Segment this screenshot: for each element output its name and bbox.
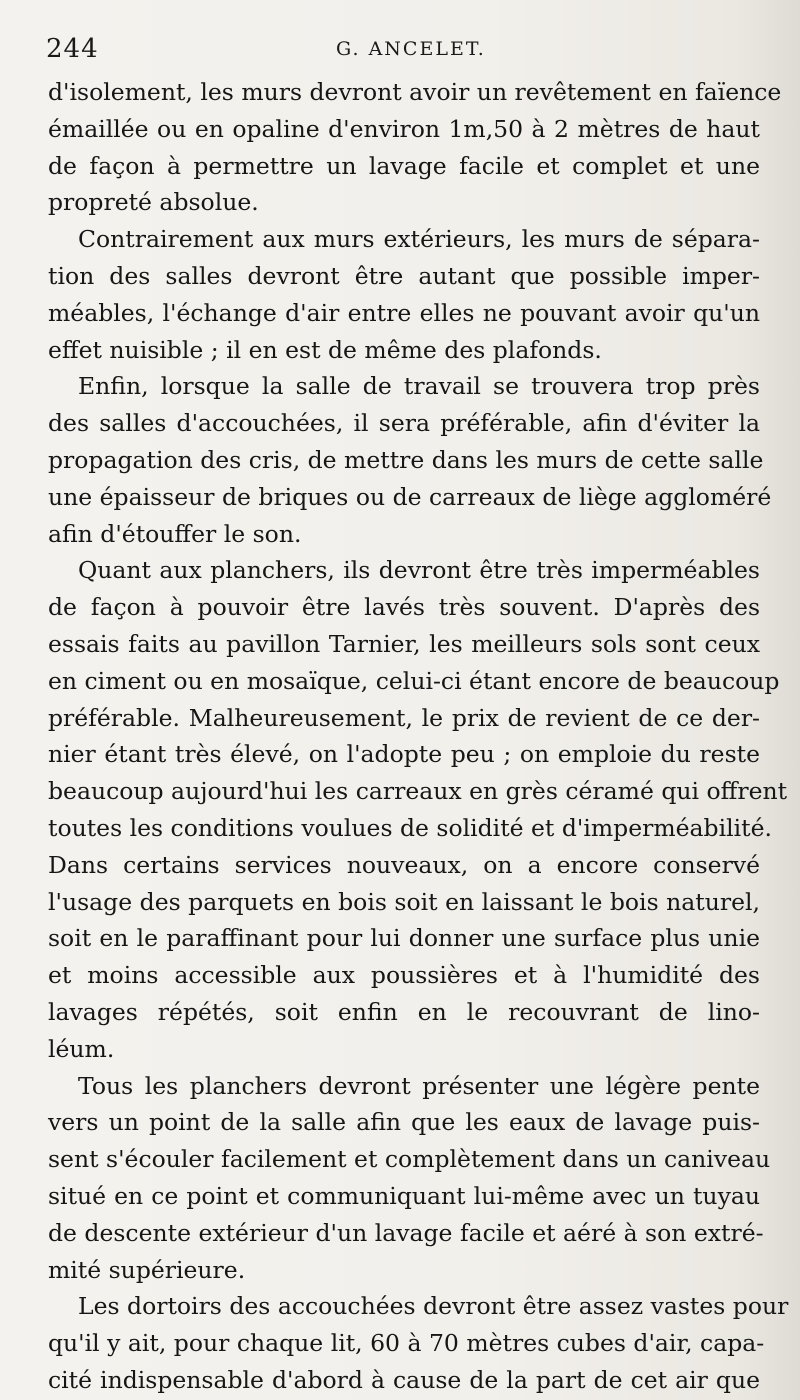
text-line: toutes les conditions voulues de solidité et d'imperméabilité.	[48, 813, 772, 842]
text-line: une épaisseur de briques ou de carreaux de liège aggloméré	[48, 482, 772, 511]
text-line: lavages répétés, soit enfin en le recouvrant de lino-	[48, 997, 760, 1026]
text-line: Dans certains services nouveaux, on a encore conservé	[48, 850, 760, 879]
paragraph	[48, 552, 788, 1067]
text-line: nier étant très élevé, on l'adopte peu ; on emploie du reste	[48, 740, 760, 769]
text-line: cité indispensable d'abord à cause de la part de cet air que	[48, 1365, 760, 1394]
paragraph	[48, 1068, 771, 1289]
text-line: et moins accessible aux poussières et à l'humidité des	[48, 961, 760, 990]
text-line: de façon à pouvoir être lavés très souvent. D'après des	[48, 593, 760, 622]
text-line: sent s'écouler facilement et complètement dans un caniveau	[48, 1145, 771, 1174]
text-line: beaucoup aujourd'hui les carreaux en grès céramé qui offrent	[48, 777, 788, 806]
text-line: tion des salles devront être autant que possible imper-	[48, 261, 760, 290]
text-line: méables, l'échange d'air entre elles ne pouvant avoir qu'un	[48, 298, 760, 327]
paragraph	[48, 368, 772, 552]
text-line: situé en ce point et communiquant lui-même avec un tuyau	[48, 1181, 760, 1210]
page-number: 244	[46, 34, 99, 64]
body-text	[48, 74, 789, 1399]
text-line: léum.	[48, 1034, 115, 1063]
text-line: Quant aux planchers, ils devront être très imperméables	[78, 556, 760, 585]
text-line: préférable. Malheureusement, le prix de revient de ce der-	[48, 703, 760, 732]
text-line: mité supérieure.	[48, 1255, 246, 1284]
text-line: Tous les planchers devront présenter une légère pente	[78, 1071, 760, 1100]
text-line: en ciment ou en mosaïque, celui-ci étant encore de beaucoup	[48, 666, 780, 695]
text-line: de descente extérieur d'un lavage facile et aéré à son extré-	[48, 1218, 764, 1247]
page-header	[46, 34, 736, 74]
text-line: de façon à permettre un lavage facile et complet et une	[48, 151, 760, 180]
paragraph	[48, 221, 760, 368]
text-line: soit en le paraffinant pour lui donner une surface plus unie	[48, 924, 760, 953]
text-line: Enfin, lorsque la salle de travail se trouvera trop près	[78, 372, 760, 401]
text-line: émaillée ou en opaline d'environ 1m,50 à 2 mètres de haut	[48, 114, 760, 143]
text-line: effet nuisible ; il en est de même des plafonds.	[48, 335, 602, 364]
text-line: Contrairement aux murs extérieurs, les murs de sépara-	[78, 225, 760, 254]
paragraph	[48, 74, 782, 221]
paragraph	[48, 1288, 789, 1398]
text-line: propreté absolue.	[48, 188, 259, 217]
text-line: vers un point de la salle afin que les eaux de lavage puis-	[48, 1108, 760, 1137]
text-line: essais faits au pavillon Tarnier, les meilleurs sols sont ceux	[48, 629, 760, 658]
running-head: G. ANCELET.	[336, 38, 486, 60]
text-line: qu'il y ait, pour chaque lit, 60 à 70 mètres cubes d'air, capa-	[48, 1329, 765, 1358]
text-line: Les dortoirs des accouchées devront être assez vastes pour	[78, 1292, 789, 1321]
text-line: l'usage des parquets en bois soit en laissant le bois naturel,	[48, 887, 760, 916]
text-line: d'isolement, les murs devront avoir un revêtement en faïence	[48, 78, 782, 106]
text-line: afin d'étouffer le son.	[48, 519, 302, 548]
text-line: des salles d'accouchées, il sera préférable, afin d'éviter la	[48, 409, 760, 438]
text-line: propagation des cris, de mettre dans les murs de cette salle	[48, 445, 764, 474]
